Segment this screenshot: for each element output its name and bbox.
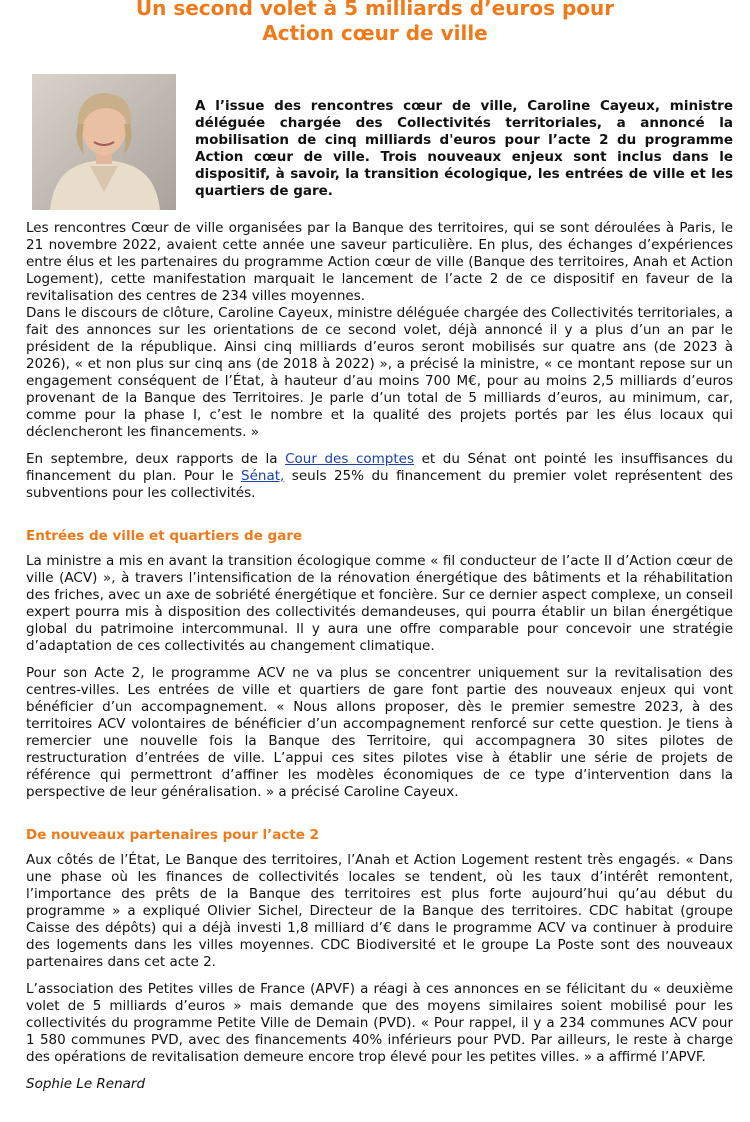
article-body <box>26 220 733 1103</box>
portrait-photo-icon <box>32 74 176 210</box>
section-heading-partenaires: De nouveaux partenaires pour l’acte 2 <box>26 827 320 843</box>
title-line-1: Un second volet à 5 milliards d’euros pour <box>135 0 615 20</box>
cour-des-comptes-link[interactable]: Cour des comptes <box>285 451 414 467</box>
article-title <box>0 0 750 46</box>
section-heading-entrees: Entrées de ville et quartiers de gare <box>26 528 303 544</box>
paragraph-3 <box>26 451 733 502</box>
senat-link[interactable]: Sénat, <box>241 468 285 484</box>
paragraph-2: Dans le discours de clôture, Caroline Cayeux, ministre déléguée chargée des Collectivités territoriales, a fait des annonces sur les orientations de ce second volet, déjà annoncé il y a plus d’un an par le président de la république. Ainsi cinq milliards d’euros seront mobilisés sur quatre ans (de 2023 à 2026), « et non plus sur cinq ans (de 2018 à 2022) », a précisé la ministre, « ce montant repose sur un engagement conséquent de l’État, à hauteur d’au moins 700 M€, pour au moins 2,5 milliards d’euros provenant de la Banque des Territoires. Je parle d’un total de 5 milliards d’euros, au minimum, car, comme pour la phase I, c’est le nombre et la qualité des projets portés par les élus locaux qui déclencheront les financements. » <box>26 305 733 440</box>
lead-paragraph: A l’issue des rencontres cœur de ville, Caroline Cayeux, ministre déléguée chargée des Collectivités territoriales, a annoncé la mobilisation de cinq milliards d'euros pour l’acte 2 du programme Action cœur de ville. Trois nouveaux enjeux sont inclus dans le dispositif, à savoir, la transition écologique, les entrées de ville et les quartiers de gare. <box>195 98 733 199</box>
paragraph-1: Les rencontres Cœur de ville organisées par la Banque des territoires, qui se sont déroulées à Paris, le 21 novembre 2022, avaient cette année une saveur particulière. En plus, des échanges d’expériences entre élus et les partenaires du programme Action cœur de ville (Banque des territoires, Anah et Action Logement), cette manifestation marquait le lancement de l’acte 2 de ce dispositif en faveur de la revitalisation des centres de 234 villes moyennes. <box>26 220 733 304</box>
paragraph-3-text-2: et du Sénat ont pointé les insuffisances du financement du plan. Pour le <box>26 451 733 484</box>
title-line-2: Action cœur de ville <box>262 21 488 45</box>
portrait-photo <box>32 74 176 210</box>
paragraph-3-text-3: seuls 25% du financement du premier volet représentent des subventions pour les collectivités. <box>26 468 733 501</box>
paragraph-7: L’association des Petites villes de France (APVF) a réagi à ces annonces en se félicitant du « deuxième volet de 5 milliards d’euros » mais demande que des moyens similaires soient mobilisé pour les collectivités du programme Petite Ville de Demain (PVD). « Pour rappel, il y a 234 communes ACV pour 1 580 communes PVD, avec des financements 40% inférieurs pour PVD. Par ailleurs, le reste à charge des opérations de revitalisation demeure encore trop élevé pour les petites villes. » a affirmé l’APVF. <box>26 981 733 1065</box>
paragraph-4: La ministre a mis en avant la transition écologique comme « fil conducteur de l’acte II d’Action cœur de ville (ACV) », à travers l’intensification de la rénovation énergétique des bâtiments et la réhabilitation des friches, avec un axe de sobriété énergétique et foncière. Sur ce dernier aspect complexe, un conseil expert pourra mis à disposition des collectivités demandeuses, qui pourra établir un bilan énergétique global du patrimoine intercommunal. Il y aura une offre comparable pour concevoir une stratégie d’adaptation de ces collectivités au changement climatique. <box>26 553 733 654</box>
paragraph-6: Aux côtés de l’État, Le Banque des territoires, l’Anah et Action Logement restent très engagés. « Dans une phase où les finances de collectivités locales se tendent, où les taux d’intérêt remontent, l’importance des prêts de la Banque des territoires est plus forte aujourd’hui qu’au début du programme » a expliqué Olivier Sichel, Directeur de la Banque des territoires. CDC habitat (groupe Caisse des dépôts) qui a déjà investi 1,8 milliard d’€ dans le programme ACV va continuer à produire des logements dans les villes moyennes. CDC Biodiversité et le groupe La Poste sont des nouveaux partenaires dans cet acte 2. <box>26 852 733 970</box>
paragraph-3-text-1: En septembre, deux rapports de la <box>26 451 286 467</box>
author-signature: Sophie Le Renard <box>26 1076 146 1092</box>
paragraph-5: Pour son Acte 2, le programme ACV ne va plus se concentrer uniquement sur la revitalisation des centres-villes. Les entrées de ville et quartiers de gare font partie des nouveaux enjeux qui vont bénéficier d’un accompagnement. « Nous allons proposer, dès le premier semestre 2023, à des territoires ACV volontaires de bénéficier d’un accompagnement renforcé sur cette question. Je tiens à remercier une nouvelle fois la Banque des Territoire, qui accompagnera 30 sites pilotes de restructuration d’entrées de ville. L’appui ces sites pilotes vise à établir une série de projets de référence qui permettront d’affiner les modèles économiques de ce type d’intervention dans la perspective de leur généralisation. » a précisé Caroline Cayeux. <box>26 665 733 800</box>
